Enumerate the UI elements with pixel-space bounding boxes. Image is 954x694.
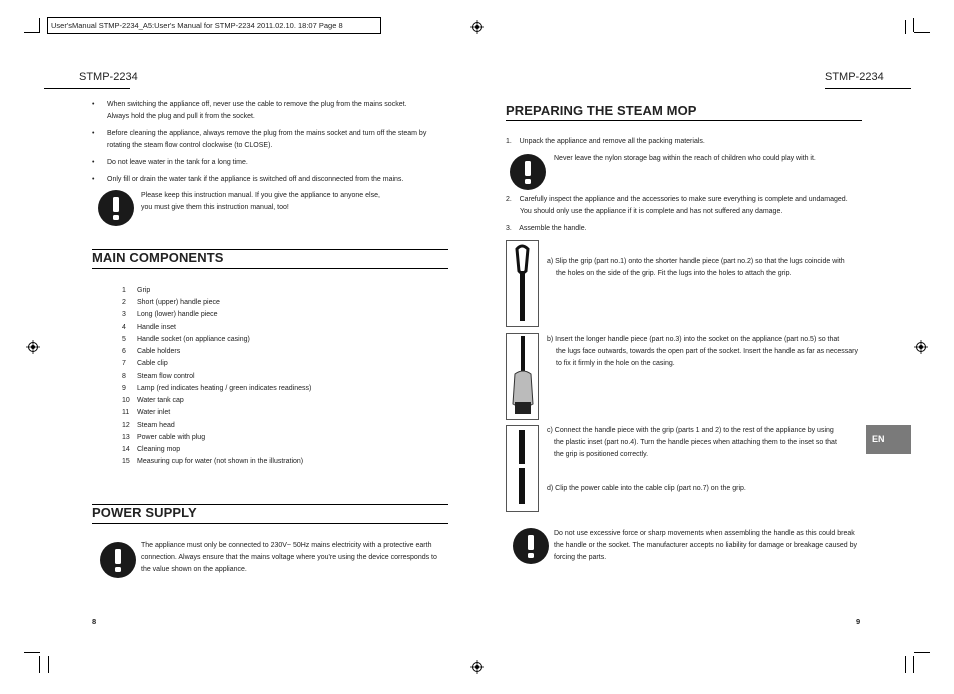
appliance-illustration-icon	[507, 334, 538, 419]
page-number: 9	[856, 617, 861, 626]
component-item: 6 Cable holders	[122, 348, 181, 355]
component-item: 11 Water inlet	[122, 409, 171, 416]
registration-mark-icon	[470, 660, 484, 674]
bullet-text: Always hold the plug and pull it from the socket.	[107, 113, 255, 120]
warning-text: the value shown on the appliance.	[141, 566, 247, 573]
registration-mark-icon	[26, 340, 40, 354]
crop-mark	[39, 18, 40, 32]
substep-text: d) Clip the power cable into the cable clip (part no.7) on the grip.	[547, 485, 746, 492]
substep-text: to fix it firmly in the hole on the casing.	[556, 360, 675, 367]
bullet-marker: •	[92, 176, 95, 183]
crop-mark	[24, 32, 40, 33]
warning-icon	[510, 154, 546, 190]
model-underline	[44, 88, 130, 89]
print-header: User'sManual STMP-2234_A5:User's Manual for STMP-2234 2011.02.10. 18:07 Page 8	[47, 17, 381, 34]
photo-handle-pieces	[506, 425, 539, 512]
warning-icon	[98, 190, 134, 226]
crop-mark	[913, 656, 914, 673]
page-number: 8	[92, 617, 97, 626]
component-item: 7 Cable clip	[122, 360, 168, 367]
component-item: 1 Grip	[122, 287, 151, 294]
warning-text: connection. Always ensure that the mains voltage where you're using the device corresponds to	[141, 554, 437, 561]
warning-text: Do not use excessive force or sharp movements when assembling the handle as this could break	[554, 530, 855, 537]
substep-text: the plastic inset (part no.4). Turn the handle pieces when attaching them to the inset so that	[554, 439, 837, 446]
bullet-text: rotating the steam flow control clockwise (to CLOSE).	[107, 142, 273, 149]
registration-mark-icon	[914, 340, 928, 354]
component-item: 9 Lamp (red indicates heating / green indicates readiness)	[122, 385, 312, 392]
crop-mark	[913, 18, 914, 32]
component-item: 12 Steam head	[122, 422, 175, 429]
substep-text: b) Insert the longer handle piece (part no.3) into the socket on the appliance (part no.5) so that	[547, 336, 840, 343]
handle-pieces-illustration-icon	[507, 426, 538, 511]
warning-text: forcing the parts.	[554, 554, 607, 561]
grip-illustration-icon	[507, 241, 538, 326]
section-rule	[506, 120, 862, 121]
bullet-marker: •	[92, 101, 95, 108]
warning-text: Please keep this instruction manual. If you give the appliance to anyone else,	[141, 192, 380, 199]
substep-text: c) Connect the handle piece with the grip (parts 1 and 2) to the rest of the appliance by using	[547, 427, 834, 434]
component-item: 10 Water tank cap	[122, 397, 184, 404]
crop-mark	[48, 656, 49, 673]
component-item: 2 Short (upper) handle piece	[122, 299, 220, 306]
component-item: 3 Long (lower) handle piece	[122, 311, 218, 318]
section-rule	[92, 523, 448, 524]
bullet-text: Only fill or drain the water tank if the appliance is switched off and disconnected from the mains.	[107, 176, 404, 183]
crop-mark	[39, 656, 40, 673]
warning-icon	[513, 528, 549, 564]
section-title-main-components: MAIN COMPONENTS	[92, 250, 224, 265]
section-title-preparing: PREPARING THE STEAM MOP	[506, 103, 697, 118]
registration-mark-icon	[470, 20, 484, 34]
crop-mark	[24, 652, 40, 653]
substep-text: the holes on the side of the grip. Fit the lugs into the holes to attach the grip.	[556, 270, 792, 277]
warning-text: Never leave the nylon storage bag within the reach of children who could play with it.	[554, 155, 816, 162]
section-title-power-supply: POWER SUPPLY	[92, 505, 197, 520]
photo-handle-socket	[506, 333, 539, 420]
language-tab: EN	[866, 425, 911, 454]
crop-mark	[914, 32, 930, 33]
crop-mark	[914, 652, 930, 653]
step-text: 2. Carefully inspect the appliance and the accessories to make sure everything is complete and undamaged.	[506, 196, 848, 203]
component-item: 4 Handle inset	[122, 324, 176, 331]
step-text: 1. Unpack the appliance and remove all the packing materials.	[506, 138, 705, 145]
photo-grip-assembly	[506, 240, 539, 327]
substep-text: the lugs face outwards, towards the open part of the socket. Insert the handle as far as necessary	[556, 348, 858, 355]
crop-mark	[905, 656, 906, 673]
component-item: 5 Handle socket (on appliance casing)	[122, 336, 250, 343]
component-item: 15 Measuring cup for water (not shown in the illustration)	[122, 458, 304, 465]
step-text: You should only use the appliance if it is complete and has not suffered any damage.	[520, 208, 783, 215]
warning-text: the handle or the socket. The manufacturer accepts no liability for damage or breakage caused by	[554, 542, 857, 549]
component-item: 14 Cleaning mop	[122, 446, 181, 453]
crop-mark	[905, 20, 906, 34]
substep-text: the grip is positioned correctly.	[554, 451, 649, 458]
model-label: STMP-2234	[825, 71, 884, 83]
bullet-marker: •	[92, 130, 95, 137]
warning-icon	[100, 542, 136, 578]
substep-text: a) Slip the grip (part no.1) onto the shorter handle piece (part no.2) so that the lugs coincide with	[547, 258, 845, 265]
model-underline	[825, 88, 911, 89]
component-item: 8 Steam flow control	[122, 373, 195, 380]
warning-text: The appliance must only be connected to 230V~ 50Hz mains electricity with a protective earth	[141, 542, 432, 549]
model-label: STMP-2234	[79, 71, 138, 83]
step-text: 3. Assemble the handle.	[506, 225, 587, 232]
component-item: 13 Power cable with plug	[122, 434, 206, 441]
bullet-text: When switching the appliance off, never use the cable to remove the plug from the mains socket.	[107, 101, 407, 108]
bullet-marker: •	[92, 159, 95, 166]
section-rule	[92, 268, 448, 269]
bullet-text: Before cleaning the appliance, always remove the plug from the mains socket and turn off the steam by	[107, 130, 427, 137]
bullet-text: Do not leave water in the tank for a long time.	[107, 159, 248, 166]
warning-text: you must give them this instruction manual, too!	[141, 204, 289, 211]
